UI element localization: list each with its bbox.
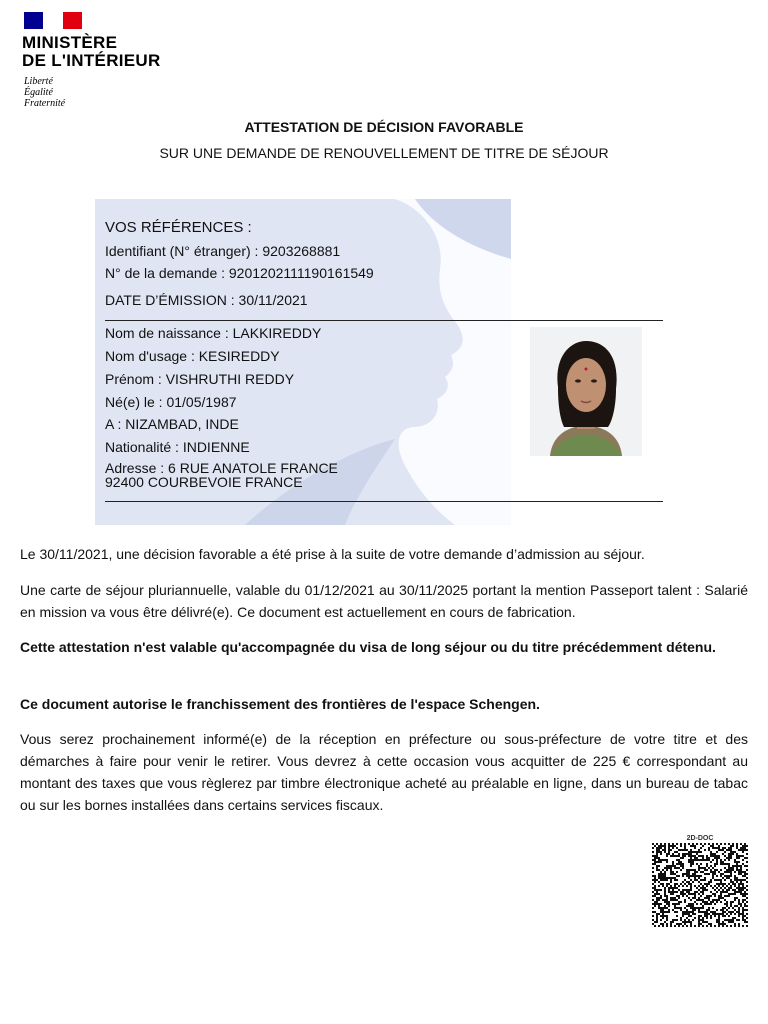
address-field: [105, 461, 338, 489]
flag-blue-band: [24, 12, 43, 29]
usage-name-field: Nom d'usage : KESIREDDY: [105, 348, 280, 364]
flag-red-band: [63, 12, 82, 29]
collection-paragraph: Vous serez prochainement informé(e) de la réception en préfecture ou sous-préfecture de votre titre et des démarches à faire pour venir le retirer. Vous devrez à cette occasion vous acquitter de 225 € correspondant au montant des taxes que vous règlerez par timbre électronique acheté au préalable en ligne, dans un bureau de tabac ou sur les bornes installées dans certains services fiscaux.: [20, 731, 748, 813]
id-photo: [530, 327, 642, 456]
references-heading: VOS RÉFÉRENCES :: [105, 219, 252, 236]
motto-fraternite: Fraternité: [24, 98, 66, 109]
address-line-1: Adresse : 6 RUE ANATOLE FRANCE: [105, 460, 338, 476]
portrait-icon: [530, 327, 642, 456]
2d-doc-barcode: [652, 843, 748, 927]
motto-egalite: Égalité: [24, 87, 53, 98]
address-line-2: 92400 COURBEVOIE FRANCE: [105, 474, 303, 490]
barcode-label: 2D-DOC: [686, 835, 714, 842]
demande-number-field: N° de la demande : 9201202111190161549: [105, 265, 374, 281]
birth-name-field: Nom de naissance : LAKKIREDDY: [105, 325, 322, 341]
republic-motto: [24, 76, 65, 109]
birth-date-field: Né(e) le : 01/05/1987: [105, 394, 237, 410]
emission-date-field: DATE D’ÉMISSION : 30/11/2021: [105, 292, 308, 308]
document-subtitle: SUR UNE DEMANDE DE RENOUVELLEMENT DE TITRE DE SÉJOUR: [159, 145, 609, 161]
validity-warning-paragraph: Cette attestation n'est valable qu'accompagnée du visa de long séjour ou du titre précédemment détenu.: [20, 639, 716, 655]
first-name-field: Prénom : VISHRUTHI REDDY: [105, 371, 295, 387]
ministry-line-2: DE L'INTÉRIEUR: [22, 51, 161, 70]
birth-place-field: A : NIZAMBAD, INDE: [105, 416, 239, 432]
republic-flag-logo: [24, 12, 82, 29]
nationality-field: Nationalité : INDIENNE: [105, 439, 250, 455]
divider-bottom: [105, 501, 663, 502]
identifiant-field: Identifiant (N° étranger) : 9203268881: [105, 243, 341, 259]
motto-liberte: Liberté: [24, 76, 53, 87]
flag-white-band: [43, 12, 62, 29]
card-details-paragraph: Une carte de séjour pluriannuelle, valable du 01/12/2021 au 30/11/2025 portant la mention Passeport talent : Salarié en mission va vous être délivré(e). Ce document est actuellement en cours de fabrication.: [20, 582, 748, 620]
schengen-paragraph: Ce document autorise le franchissement des frontières de l'espace Schengen.: [20, 696, 540, 712]
ministry-name: [22, 34, 161, 70]
ministry-line-1: MINISTÈRE: [22, 33, 118, 52]
document-title: ATTESTATION DE DÉCISION FAVORABLE: [244, 119, 524, 135]
divider-top: [105, 320, 663, 321]
decision-paragraph: Le 30/11/2021, une décision favorable a été prise à la suite de votre demande d’admission au séjour.: [20, 546, 645, 562]
